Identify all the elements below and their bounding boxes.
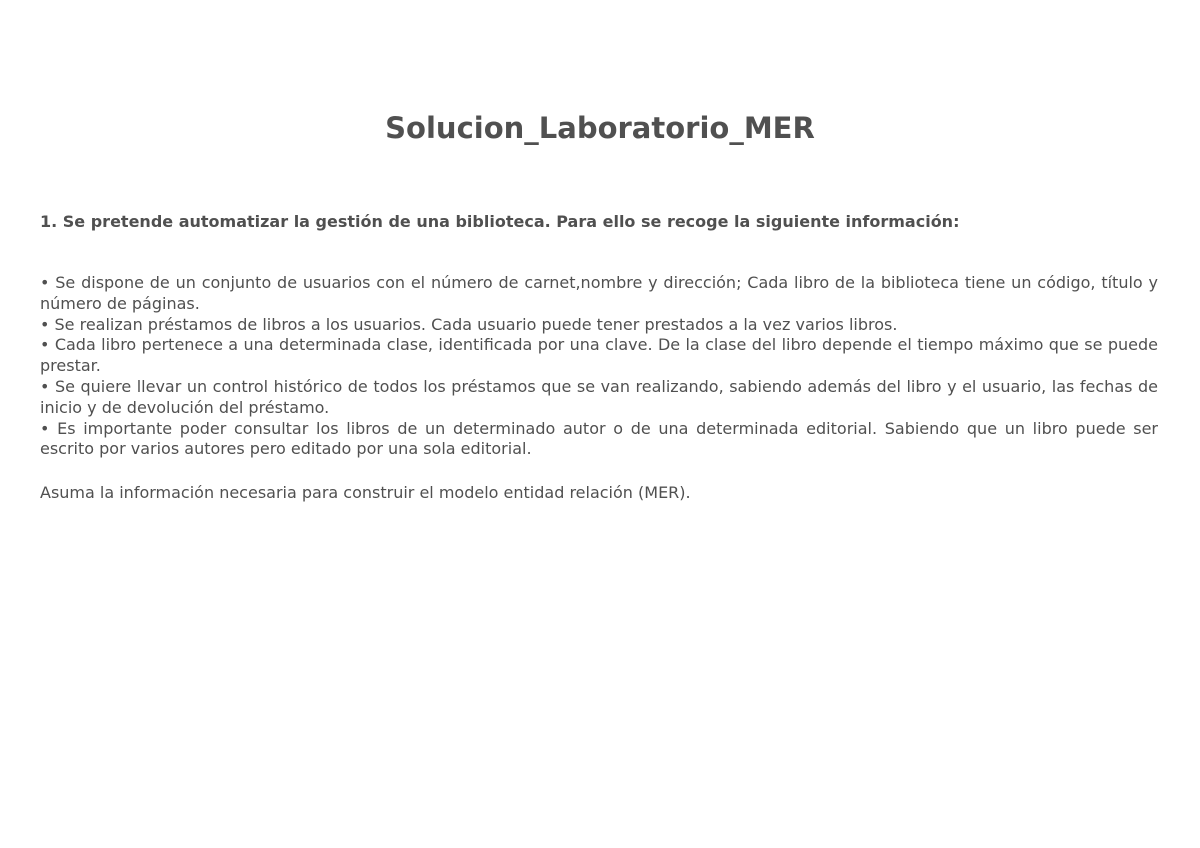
requirement-item: • Cada libro pertenece a una determinada clase, identificada por una clave. De la clase del libro depende el tiempo máximo que se puede prestar.	[40, 335, 1158, 376]
closing-instruction: Asuma la información necesaria para construir el modelo entidad relación (MER).	[40, 483, 691, 502]
requirement-item: • Se dispone de un conjunto de usuarios con el número de carnet,nombre y dirección; Cada libro de la biblioteca tiene un código, título y número de páginas.	[40, 273, 1158, 313]
requirements-list	[40, 273, 1158, 460]
requirement-item: • Se quiere llevar un control histórico de todos los préstamos que se van realizando, sabiendo además del libro y el usuario, las fechas de inicio y de devolución del préstamo.	[40, 376, 1158, 417]
question-heading: 1. Se pretende automatizar la gestión de una biblioteca. Para ello se recoge la siguiente información:	[40, 212, 960, 231]
document-title: Solucion_Laboratorio_MER	[385, 111, 815, 145]
requirement-item: • Es importante poder consultar los libros de un determinado autor o de una determinada editorial. Sabiendo que un libro puede ser escrito por varios autores pero editado por una sola editorial.	[40, 418, 1158, 459]
requirement-item: • Se realizan préstamos de libros a los usuarios. Cada usuario puede tener prestados a la vez varios libros.	[40, 314, 898, 334]
